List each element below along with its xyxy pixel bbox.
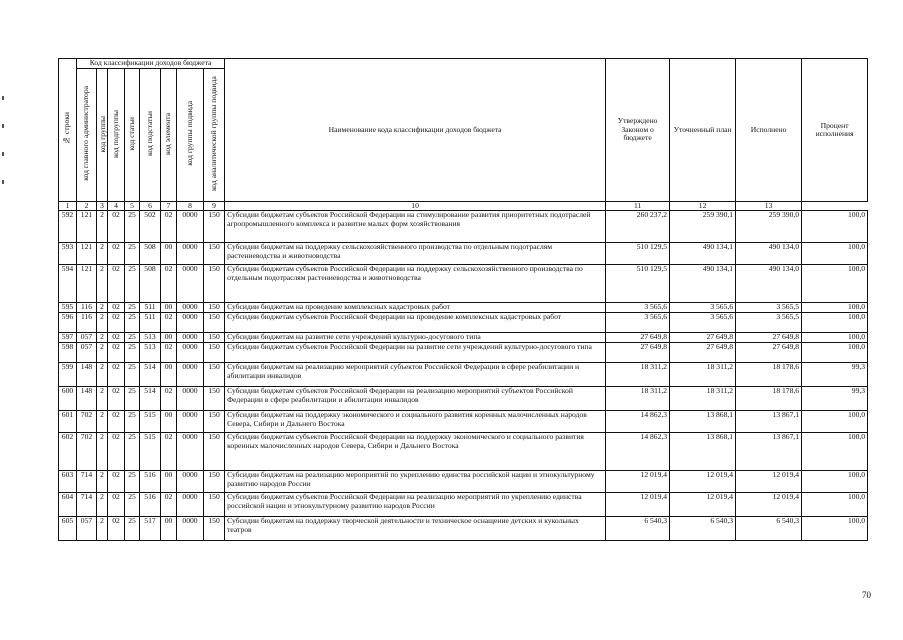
executed-amount-cell: 490 134,0 bbox=[736, 265, 802, 303]
code-header-subarticle-text: код подстатьи bbox=[144, 111, 154, 157]
approved-amount-cell: 12 019,4 bbox=[606, 493, 670, 517]
analytic-group-code-cell: 150 bbox=[204, 343, 225, 363]
element-code-cell: 00 bbox=[161, 411, 177, 433]
article-code-cell: 25 bbox=[125, 265, 140, 303]
subgroup-code-cell: 02 bbox=[108, 303, 125, 313]
percent-cell: 100,0 bbox=[802, 243, 868, 265]
revenue-name-cell: Субсидии бюджетам на реализацию мероприятий по укреплению единства российской нации и этнокультурному развитию народов России bbox=[225, 471, 606, 493]
subgroup-code-cell: 02 bbox=[108, 363, 125, 387]
element-code-cell: 02 bbox=[161, 265, 177, 303]
approved-amount-cell: 3 565,6 bbox=[606, 303, 670, 313]
article-code-cell: 25 bbox=[125, 343, 140, 363]
analytic-group-code-cell: 150 bbox=[204, 433, 225, 471]
table-row bbox=[59, 517, 868, 541]
approved-amount-cell: 14 862,3 bbox=[606, 411, 670, 433]
approved-amount-cell: 18 311,2 bbox=[606, 363, 670, 387]
page-number: 70 bbox=[862, 590, 871, 600]
subtype-group-code-cell: 0000 bbox=[177, 493, 204, 517]
group-code-cell: 2 bbox=[97, 265, 108, 303]
article-code-cell: 25 bbox=[125, 313, 140, 333]
subgroup-code-cell: 02 bbox=[108, 517, 125, 541]
element-code-cell: 02 bbox=[161, 493, 177, 517]
subarticle-code-cell: 502 bbox=[140, 211, 161, 243]
subtype-group-code-cell: 0000 bbox=[177, 343, 204, 363]
revised-header: Уточненный план bbox=[670, 59, 736, 202]
revenue-name-cell: Субсидии бюджетам субъектов Российской Федерации на развитие сети учреждений культурно-досугового типа bbox=[225, 343, 606, 363]
group-code-cell: 2 bbox=[97, 333, 108, 343]
code-header-admin bbox=[77, 69, 97, 202]
subgroup-code-cell: 02 bbox=[108, 313, 125, 333]
group-code-cell: 2 bbox=[97, 517, 108, 541]
admin-code-cell: 702 bbox=[77, 411, 97, 433]
executed-amount-cell: 18 178,6 bbox=[736, 363, 802, 387]
executed-amount-cell: 6 540,3 bbox=[736, 517, 802, 541]
admin-code-cell: 057 bbox=[77, 343, 97, 363]
group-code-cell: 2 bbox=[97, 433, 108, 471]
subgroup-code-cell: 02 bbox=[108, 493, 125, 517]
percent-cell: 99,3 bbox=[802, 387, 868, 411]
revised-amount-cell: 18 311,2 bbox=[670, 387, 736, 411]
table-row bbox=[59, 387, 868, 411]
row-number-cell: 596 bbox=[59, 313, 77, 333]
percent-cell: 100,0 bbox=[802, 411, 868, 433]
revised-amount-cell: 12 019,4 bbox=[670, 471, 736, 493]
column-number: 9 bbox=[204, 202, 225, 211]
subarticle-code-cell: 513 bbox=[140, 333, 161, 343]
percent-cell: 99,3 bbox=[802, 363, 868, 387]
admin-code-cell: 702 bbox=[77, 433, 97, 471]
group-code-cell: 2 bbox=[97, 343, 108, 363]
code-header-analytic-group-text: код аналитической группы подвида bbox=[209, 76, 219, 192]
subarticle-code-cell: 514 bbox=[140, 387, 161, 411]
group-code-cell: 2 bbox=[97, 387, 108, 411]
percent-cell: 100,0 bbox=[802, 313, 868, 333]
row-number-cell: 598 bbox=[59, 343, 77, 363]
revised-amount-cell: 3 565,6 bbox=[670, 313, 736, 333]
revenue-name-cell: Субсидии бюджетам субъектов Российской Федерации на проведение комплексных кадастровых работ bbox=[225, 313, 606, 333]
executed-amount-cell: 490 134,0 bbox=[736, 243, 802, 265]
admin-code-cell: 121 bbox=[77, 243, 97, 265]
executed-header: Исполнено bbox=[736, 59, 802, 202]
subarticle-code-cell: 517 bbox=[140, 517, 161, 541]
subtype-group-code-cell: 0000 bbox=[177, 433, 204, 471]
article-code-cell: 25 bbox=[125, 243, 140, 265]
approved-amount-cell: 18 311,2 bbox=[606, 387, 670, 411]
admin-code-cell: 121 bbox=[77, 211, 97, 243]
column-number: 8 bbox=[177, 202, 204, 211]
executed-amount-cell: 12 019,4 bbox=[736, 493, 802, 517]
subtype-group-code-cell: 0000 bbox=[177, 411, 204, 433]
executed-amount-cell: 18 178,6 bbox=[736, 387, 802, 411]
approved-amount-cell: 6 540,3 bbox=[606, 517, 670, 541]
table-row bbox=[59, 243, 868, 265]
table-row bbox=[59, 333, 868, 343]
column-number: 7 bbox=[161, 202, 177, 211]
admin-code-cell: 148 bbox=[77, 387, 97, 411]
article-code-cell: 25 bbox=[125, 493, 140, 517]
row-number-cell: 597 bbox=[59, 333, 77, 343]
subarticle-code-cell: 513 bbox=[140, 343, 161, 363]
group-code-cell: 2 bbox=[97, 471, 108, 493]
analytic-group-code-cell: 150 bbox=[204, 493, 225, 517]
element-code-cell: 02 bbox=[161, 211, 177, 243]
percent-cell: 100,0 bbox=[802, 433, 868, 471]
article-code-cell: 25 bbox=[125, 333, 140, 343]
group-code-cell: 2 bbox=[97, 313, 108, 333]
admin-code-cell: 714 bbox=[77, 493, 97, 517]
revised-amount-cell: 13 868,1 bbox=[670, 411, 736, 433]
row-number-cell: 599 bbox=[59, 363, 77, 387]
analytic-group-code-cell: 150 bbox=[204, 517, 225, 541]
group-code-cell: 2 bbox=[97, 411, 108, 433]
table-row bbox=[59, 433, 868, 471]
element-code-cell: 00 bbox=[161, 363, 177, 387]
revenue-name-cell: Субсидии бюджетам субъектов Российской Федерации на реализацию мероприятий субъектов Российской Федерации в сфере реабилитации и абилитации инвалидов bbox=[225, 387, 606, 411]
subtype-group-code-cell: 0000 bbox=[177, 243, 204, 265]
subgroup-code-cell: 02 bbox=[108, 333, 125, 343]
subgroup-code-cell: 02 bbox=[108, 243, 125, 265]
executed-amount-cell: 12 019,4 bbox=[736, 471, 802, 493]
revised-amount-cell: 27 649,8 bbox=[670, 343, 736, 363]
element-code-cell: 02 bbox=[161, 343, 177, 363]
column-number: 12 bbox=[670, 202, 736, 211]
admin-code-cell: 116 bbox=[77, 303, 97, 313]
approved-amount-cell: 510 129,5 bbox=[606, 265, 670, 303]
revenue-name-cell: Субсидии бюджетам на поддержку творческой деятельности и техническое оснащение детских и кукольных театров bbox=[225, 517, 606, 541]
code-header-article bbox=[125, 69, 140, 202]
admin-code-cell: 116 bbox=[77, 313, 97, 333]
revised-amount-cell: 27 649,8 bbox=[670, 333, 736, 343]
article-code-cell: 25 bbox=[125, 363, 140, 387]
article-code-cell: 25 bbox=[125, 303, 140, 313]
article-code-cell: 25 bbox=[125, 433, 140, 471]
element-code-cell: 02 bbox=[161, 387, 177, 411]
revenue-name-cell: Субсидии бюджетам субъектов Российской Федерации на стимулирование развития приоритетных подотраслей агропромышленного комплекса и развитие малых форм хозяйствования bbox=[225, 211, 606, 243]
subtype-group-code-cell: 0000 bbox=[177, 333, 204, 343]
element-code-cell: 00 bbox=[161, 303, 177, 313]
percent-header: Процент исполнения bbox=[802, 59, 868, 202]
subarticle-code-cell: 511 bbox=[140, 303, 161, 313]
analytic-group-code-cell: 150 bbox=[204, 333, 225, 343]
revised-amount-cell: 12 019,4 bbox=[670, 493, 736, 517]
element-code-cell: 00 bbox=[161, 243, 177, 265]
element-code-cell: 00 bbox=[161, 471, 177, 493]
approved-amount-cell: 3 565,6 bbox=[606, 313, 670, 333]
code-header-article-text: код статьи bbox=[126, 117, 136, 151]
code-header-element-text: код элемента bbox=[163, 112, 173, 155]
row-number-cell: 592 bbox=[59, 211, 77, 243]
revised-amount-cell: 13 868,1 bbox=[670, 433, 736, 471]
executed-amount-cell: 3 565,5 bbox=[736, 303, 802, 313]
subarticle-code-cell: 515 bbox=[140, 411, 161, 433]
group-code-cell: 2 bbox=[97, 243, 108, 265]
table-row bbox=[59, 343, 868, 363]
column-number: 6 bbox=[140, 202, 161, 211]
article-code-cell: 25 bbox=[125, 471, 140, 493]
column-number: 13 bbox=[736, 202, 802, 211]
revenue-name-cell: Субсидии бюджетам субъектов Российской Федерации на реализацию мероприятий по укреплению единства российской нации и этнокультурному развитию народов России bbox=[225, 493, 606, 517]
approved-amount-cell: 510 129,5 bbox=[606, 243, 670, 265]
executed-amount-cell: 13 867,1 bbox=[736, 411, 802, 433]
article-code-cell: 25 bbox=[125, 411, 140, 433]
column-number: 4 bbox=[108, 202, 125, 211]
column-number: 3 bbox=[97, 202, 108, 211]
revised-amount-cell: 490 134,1 bbox=[670, 265, 736, 303]
group-code-cell: 2 bbox=[97, 211, 108, 243]
revised-amount-cell: 490 134,1 bbox=[670, 243, 736, 265]
percent-cell: 100,0 bbox=[802, 471, 868, 493]
table-row bbox=[59, 471, 868, 493]
row-number-header-text: № строки bbox=[62, 112, 72, 146]
column-number: 2 bbox=[77, 202, 97, 211]
row-number-cell: 602 bbox=[59, 433, 77, 471]
executed-amount-cell: 27 649,8 bbox=[736, 343, 802, 363]
row-number-cell: 594 bbox=[59, 265, 77, 303]
admin-code-cell: 714 bbox=[77, 471, 97, 493]
code-header-element bbox=[161, 69, 177, 202]
percent-cell: 100,0 bbox=[802, 517, 868, 541]
subarticle-code-cell: 514 bbox=[140, 363, 161, 387]
article-code-cell: 25 bbox=[125, 387, 140, 411]
subarticle-code-cell: 508 bbox=[140, 243, 161, 265]
group-code-cell: 2 bbox=[97, 493, 108, 517]
table-row bbox=[59, 211, 868, 243]
revenue-name-cell: Субсидии бюджетам на проведение комплексных кадастровых работ bbox=[225, 303, 606, 313]
row-number-cell: 593 bbox=[59, 243, 77, 265]
table-row bbox=[59, 363, 868, 387]
row-number-cell: 603 bbox=[59, 471, 77, 493]
subgroup-code-cell: 02 bbox=[108, 433, 125, 471]
code-header-subgroup bbox=[108, 69, 125, 202]
admin-code-cell: 148 bbox=[77, 363, 97, 387]
code-header-subtype-group bbox=[177, 69, 204, 202]
analytic-group-code-cell: 150 bbox=[204, 411, 225, 433]
approved-amount-cell: 260 237,2 bbox=[606, 211, 670, 243]
percent-cell: 100,0 bbox=[802, 333, 868, 343]
percent-cell: 100,0 bbox=[802, 343, 868, 363]
admin-code-cell: 121 bbox=[77, 265, 97, 303]
subtype-group-code-cell: 0000 bbox=[177, 211, 204, 243]
column-number: 10 bbox=[225, 202, 606, 211]
percent-cell: 100,0 bbox=[802, 265, 868, 303]
revenue-name-cell: Субсидии бюджетам субъектов Российской Федерации на поддержку сельскохозяйственного производства по отдельным подотраслям растениеводства и животноводства bbox=[225, 265, 606, 303]
column-number: 1 bbox=[59, 202, 77, 211]
subgroup-code-cell: 02 bbox=[108, 411, 125, 433]
code-header-subtype-group-text: код группы подвида bbox=[184, 101, 194, 167]
header-row-group bbox=[59, 59, 868, 69]
subarticle-code-cell: 508 bbox=[140, 265, 161, 303]
admin-code-cell: 057 bbox=[77, 333, 97, 343]
group-code-cell: 2 bbox=[97, 363, 108, 387]
article-code-cell: 25 bbox=[125, 211, 140, 243]
subtype-group-code-cell: 0000 bbox=[177, 265, 204, 303]
revenue-name-cell: Субсидии бюджетам субъектов Российской Федерации на поддержку экономического и социального развития коренных малочисленных народов Севера, Сибири и Дальнего Востока bbox=[225, 433, 606, 471]
analytic-group-code-cell: 150 bbox=[204, 265, 225, 303]
element-code-cell: 02 bbox=[161, 313, 177, 333]
code-header-group-text: код группы bbox=[98, 115, 107, 152]
subarticle-code-cell: 515 bbox=[140, 433, 161, 471]
code-header-admin-text: код главного администратора bbox=[81, 86, 91, 182]
table-row bbox=[59, 303, 868, 313]
subgroup-code-cell: 02 bbox=[108, 471, 125, 493]
revised-amount-cell: 259 390,1 bbox=[670, 211, 736, 243]
column-number: 5 bbox=[125, 202, 140, 211]
subtype-group-code-cell: 0000 bbox=[177, 471, 204, 493]
analytic-group-code-cell: 150 bbox=[204, 471, 225, 493]
subgroup-code-cell: 02 bbox=[108, 265, 125, 303]
element-code-cell: 00 bbox=[161, 333, 177, 343]
table-row bbox=[59, 493, 868, 517]
code-header-group bbox=[97, 69, 108, 202]
analytic-group-code-cell: 150 bbox=[204, 303, 225, 313]
subtype-group-code-cell: 0000 bbox=[177, 363, 204, 387]
revised-amount-cell: 3 565,6 bbox=[670, 303, 736, 313]
percent-cell: 100,0 bbox=[802, 303, 868, 313]
subgroup-code-cell: 02 bbox=[108, 343, 125, 363]
revised-amount-cell: 18 311,2 bbox=[670, 363, 736, 387]
subtype-group-code-cell: 0000 bbox=[177, 303, 204, 313]
subgroup-code-cell: 02 bbox=[108, 211, 125, 243]
column-number-row bbox=[59, 202, 868, 211]
subarticle-code-cell: 516 bbox=[140, 493, 161, 517]
budget-revenue-table bbox=[58, 58, 868, 541]
subarticle-code-cell: 511 bbox=[140, 313, 161, 333]
percent-cell: 100,0 bbox=[802, 493, 868, 517]
analytic-group-code-cell: 150 bbox=[204, 243, 225, 265]
element-code-cell: 00 bbox=[161, 517, 177, 541]
subtype-group-code-cell: 0000 bbox=[177, 387, 204, 411]
executed-amount-cell: 259 390,0 bbox=[736, 211, 802, 243]
revenue-name-cell: Субсидии бюджетам на поддержку экономического и социального развития коренных малочисленных народов Севера, Сибири и Дальнего Востока bbox=[225, 411, 606, 433]
row-number-cell: 600 bbox=[59, 387, 77, 411]
analytic-group-code-cell: 150 bbox=[204, 363, 225, 387]
table-row bbox=[59, 265, 868, 303]
subarticle-code-cell: 516 bbox=[140, 471, 161, 493]
revised-amount-cell: 6 540,3 bbox=[670, 517, 736, 541]
analytic-group-code-cell: 150 bbox=[204, 211, 225, 243]
revenue-name-cell: Субсидии бюджетам на развитие сети учреждений культурно-досугового типа bbox=[225, 333, 606, 343]
executed-amount-cell: 13 867,1 bbox=[736, 433, 802, 471]
row-number-cell: 605 bbox=[59, 517, 77, 541]
code-header-subarticle bbox=[140, 69, 161, 202]
element-code-cell: 02 bbox=[161, 433, 177, 471]
approved-amount-cell: 27 649,8 bbox=[606, 343, 670, 363]
column-number: 11 bbox=[606, 202, 670, 211]
analytic-group-code-cell: 150 bbox=[204, 313, 225, 333]
subtype-group-code-cell: 0000 bbox=[177, 313, 204, 333]
subtype-group-code-cell: 0000 bbox=[177, 517, 204, 541]
code-header-analytic-group bbox=[204, 69, 225, 202]
row-number-cell: 595 bbox=[59, 303, 77, 313]
approved-amount-cell: 12 019,4 bbox=[606, 471, 670, 493]
table-body bbox=[59, 211, 868, 541]
row-number-cell: 601 bbox=[59, 411, 77, 433]
approved-amount-cell: 27 649,8 bbox=[606, 333, 670, 343]
percent-cell: 100,0 bbox=[802, 211, 868, 243]
group-code-cell: 2 bbox=[97, 303, 108, 313]
row-number-cell: 604 bbox=[59, 493, 77, 517]
classification-group-header: Код классификации доходов бюджета bbox=[77, 59, 225, 69]
article-code-cell: 25 bbox=[125, 517, 140, 541]
table-row bbox=[59, 411, 868, 433]
approved-amount-cell: 14 862,3 bbox=[606, 433, 670, 471]
table-row bbox=[59, 313, 868, 333]
scan-margin-marks bbox=[2, 96, 4, 206]
approved-header: Утверждено Законом о бюджете bbox=[606, 59, 670, 202]
admin-code-cell: 057 bbox=[77, 517, 97, 541]
executed-amount-cell: 27 649,8 bbox=[736, 333, 802, 343]
revenue-name-cell: Субсидии бюджетам на поддержку сельскохозяйственного производства по отдельным подотраслям растениеводства и животноводства bbox=[225, 243, 606, 265]
revenue-name-cell: Субсидии бюджетам на реализацию мероприятий субъектов Российской Федерации в сфере реабилитации и абилитации инвалидов bbox=[225, 363, 606, 387]
analytic-group-code-cell: 150 bbox=[204, 387, 225, 411]
row-number-header bbox=[59, 59, 77, 202]
code-header-subgroup-text: код подгруппы bbox=[110, 109, 120, 158]
subgroup-code-cell: 02 bbox=[108, 387, 125, 411]
executed-amount-cell: 3 565,5 bbox=[736, 313, 802, 333]
name-header: Наименование кода классификации доходов бюджета bbox=[225, 59, 606, 202]
